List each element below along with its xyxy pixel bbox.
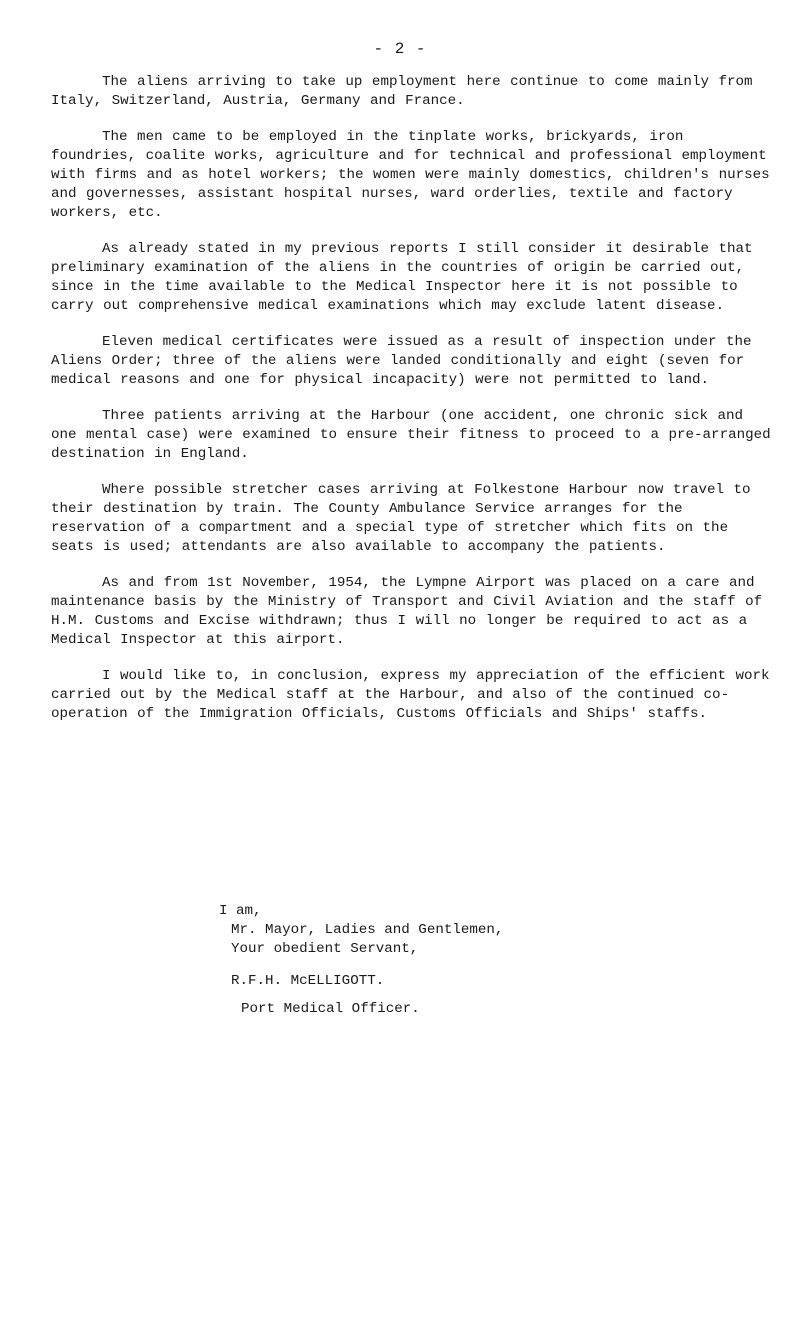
report-body: [51, 73, 771, 741]
closing-line-obedient-servant: Your obedient Servant,: [231, 941, 419, 957]
paragraph-appreciation: I would like to, in conclusion, express my appreciation of the efficient work carried out by the Medical staff at the Harbour, and also of the continued co-operation of the Immigration Officials, Customs Officials and Ships' staffs.: [51, 668, 770, 722]
paragraph-stretcher-cases: Where possible stretcher cases arriving at Folkestone Harbour now travel to their destination by train. The County Ambulance Service arranges for the reservation of a compartment and a special type of stretcher which fits on the seats is used; attendants are also available to accompany the patients.: [51, 482, 751, 555]
paragraph-alien-origins: The aliens arriving to take up employment here continue to come mainly from Italy, Switzerland, Austria, Germany and France.: [51, 74, 753, 109]
paragraph-preliminary-examination: As already stated in my previous reports I still consider it desirable that preliminary examination of the aliens in the countries of origin be carried out, since in the time available to the Medical Inspector here it is not possible to carry out comprehensive medical examinations which may exclude latent disease.: [51, 241, 753, 314]
paragraph-medical-certificates: Eleven medical certificates were issued as a result of inspection under the Aliens Order; three of the aliens were landed conditionally and eight (seven for medical reasons and one for physical incapacity) were not permitted to land.: [51, 334, 752, 388]
paragraph-employment-types: The men came to be employed in the tinplate works, brickyards, iron foundries, coalite works, agriculture and for technical and professional employment with firms and as hotel workers; the women were mainly domestics, children's nurses and governesses, assistant hospital nurses, ward orderlies, textile and factory workers, etc.: [51, 129, 770, 221]
closing-line-salutation: Mr. Mayor, Ladies and Gentlemen,: [231, 922, 504, 938]
paragraph-harbour-patients: Three patients arriving at the Harbour (one accident, one chronic sick and one mental case) were examined to ensure their fitness to proceed to a pre-arranged destination in England.: [51, 408, 771, 462]
closing-line-i-am: I am,: [219, 903, 262, 919]
signature-title: Port Medical Officer.: [241, 1001, 420, 1017]
paragraph-lympne-airport: As and from 1st November, 1954, the Lympne Airport was placed on a care and maintenance basis by the Ministry of Transport and Civil Aviation and the staff of H.M. Customs and Excise withdrawn; thus I will no longer be required to act as a Medical Inspector at this airport.: [51, 575, 763, 648]
signature-name: R.F.H. McELLIGOTT.: [231, 973, 385, 989]
page-number: - 2 -: [373, 40, 427, 58]
letter-closing: [219, 902, 739, 1019]
